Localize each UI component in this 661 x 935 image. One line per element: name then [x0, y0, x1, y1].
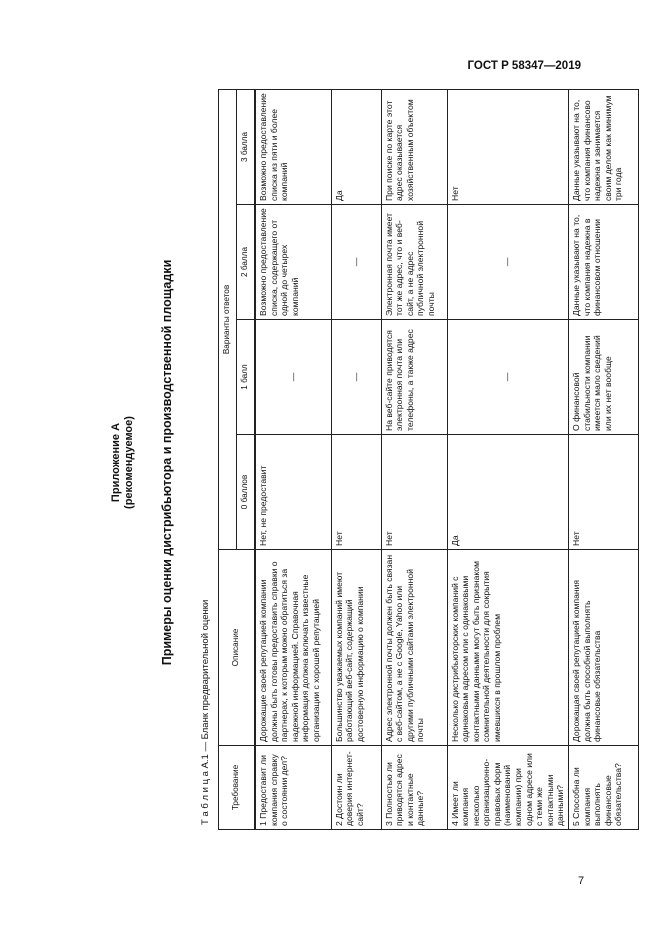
cell-requirement: 2 Достоин ли доверия интернет-сайт?: [331, 746, 381, 830]
header-description: Описание: [219, 550, 256, 746]
table-caption: Т а б л и ц а А.1 — Бланк предварительной оценки: [200, 599, 211, 825]
table-row: [381, 89, 447, 829]
table-row: [255, 89, 331, 829]
cell-score-0: Нет: [331, 435, 381, 550]
header-score-2: 2 балла: [237, 205, 256, 320]
main-title: Примеры оценки дистрибьютора и производственной площадки: [160, 259, 174, 666]
header-score-0: 0 баллов: [237, 435, 256, 550]
table-row: [569, 89, 639, 829]
rotated-content: [110, 75, 624, 850]
cell-score-3: Да: [331, 89, 381, 204]
cell-score-1: —: [255, 320, 331, 435]
cell-score-2: Данные указывают на то, что компания надежна в финансовом отношении: [569, 205, 639, 320]
appendix-title: Приложение А: [110, 422, 122, 503]
appendix-heading: [110, 75, 136, 850]
cell-description: Адрес электронной почты должен быть связан с веб-сайтом, а не с Google, Yahoo или другими публичными сайтами электронной почты: [381, 550, 447, 746]
cell-score-1: О финансовой стабильности компании имеется мало сведений или их нет вообще: [569, 320, 639, 435]
cell-score-2: Электронная почта имеет тот же адрес, что и веб-сайт, а не адрес публичной электронной почты: [381, 205, 447, 320]
cell-score-1: На веб-сайте приводятся электронная почта или телефоны, а также адрес: [381, 320, 447, 435]
cell-score-0: Нет: [569, 435, 639, 550]
cell-score-2: —: [447, 205, 569, 320]
header-score-1: 1 балл: [237, 320, 256, 435]
appendix-subtitle: (рекомендуемое): [123, 416, 135, 509]
cell-requirement: 5 Способна ли компания выполнять финансовые обязательства?: [569, 746, 639, 830]
header-score-3: 3 балла: [237, 89, 256, 204]
cell-score-0: Нет: [381, 435, 447, 550]
evaluation-table: [218, 89, 639, 830]
cell-requirement: 1 Предоставит ли компания справку о состоянии дел?: [255, 746, 331, 830]
table-row: [447, 89, 569, 829]
cell-description: Несколько дистрибьюторских компаний с одинаковым адресом или с одинаковыми контактными данными могут быть признаком сомнительной деятельности для сокрытия имевшихся в прошлом проблем: [447, 550, 569, 746]
cell-score-3: Нет: [447, 89, 569, 204]
cell-description: Дорожащие своей репутацией компании должны быть готовы предоставить справки о партнерах, к которым можно обратиться за надежной информацией. Справочная информация должна включать известные организации с хорошей репутацией: [255, 550, 331, 746]
standard-code: ГОСТ Р 58347—2019: [467, 60, 581, 72]
table-row: [331, 89, 381, 829]
page-number: 7: [578, 875, 585, 887]
header-requirement: Требование: [219, 746, 256, 830]
cell-score-3: Возможно предоставление списка из пяти и более компаний: [255, 89, 331, 204]
cell-score-2: Возможно предоставление списка, содержащего от одной до четырех компаний: [255, 205, 331, 320]
cell-description: Большинство уважаемых компаний имеют работающий веб-сайт, содержащий достоверную информацию о компании: [331, 550, 381, 746]
cell-requirement: 4 Имеет ли компания несколько организационно-правовых форм (наименований компании) при одном адресе или с теми же контактными данными?: [447, 746, 569, 830]
cell-score-3: Данные указывают на то, что компания финансово надежна и занимается своим делом как минимум три года: [569, 89, 639, 204]
cell-score-0: Да: [447, 435, 569, 550]
cell-score-2: —: [331, 205, 381, 320]
cell-score-1: —: [447, 320, 569, 435]
cell-description: Дорожащая своей репутацией компания должна быть способной выполнять финансовые обязательства: [569, 550, 639, 746]
header-variants: Варианты ответов: [219, 89, 237, 549]
cell-score-0: Нет, не предоставит: [255, 435, 331, 550]
cell-score-1: —: [331, 320, 381, 435]
cell-score-3: При поиске по карте этот адрес оказывается хозяйственным объектом: [381, 89, 447, 204]
cell-requirement: 3 Полностью ли приводятся адрес и контактные данные?: [381, 746, 447, 830]
